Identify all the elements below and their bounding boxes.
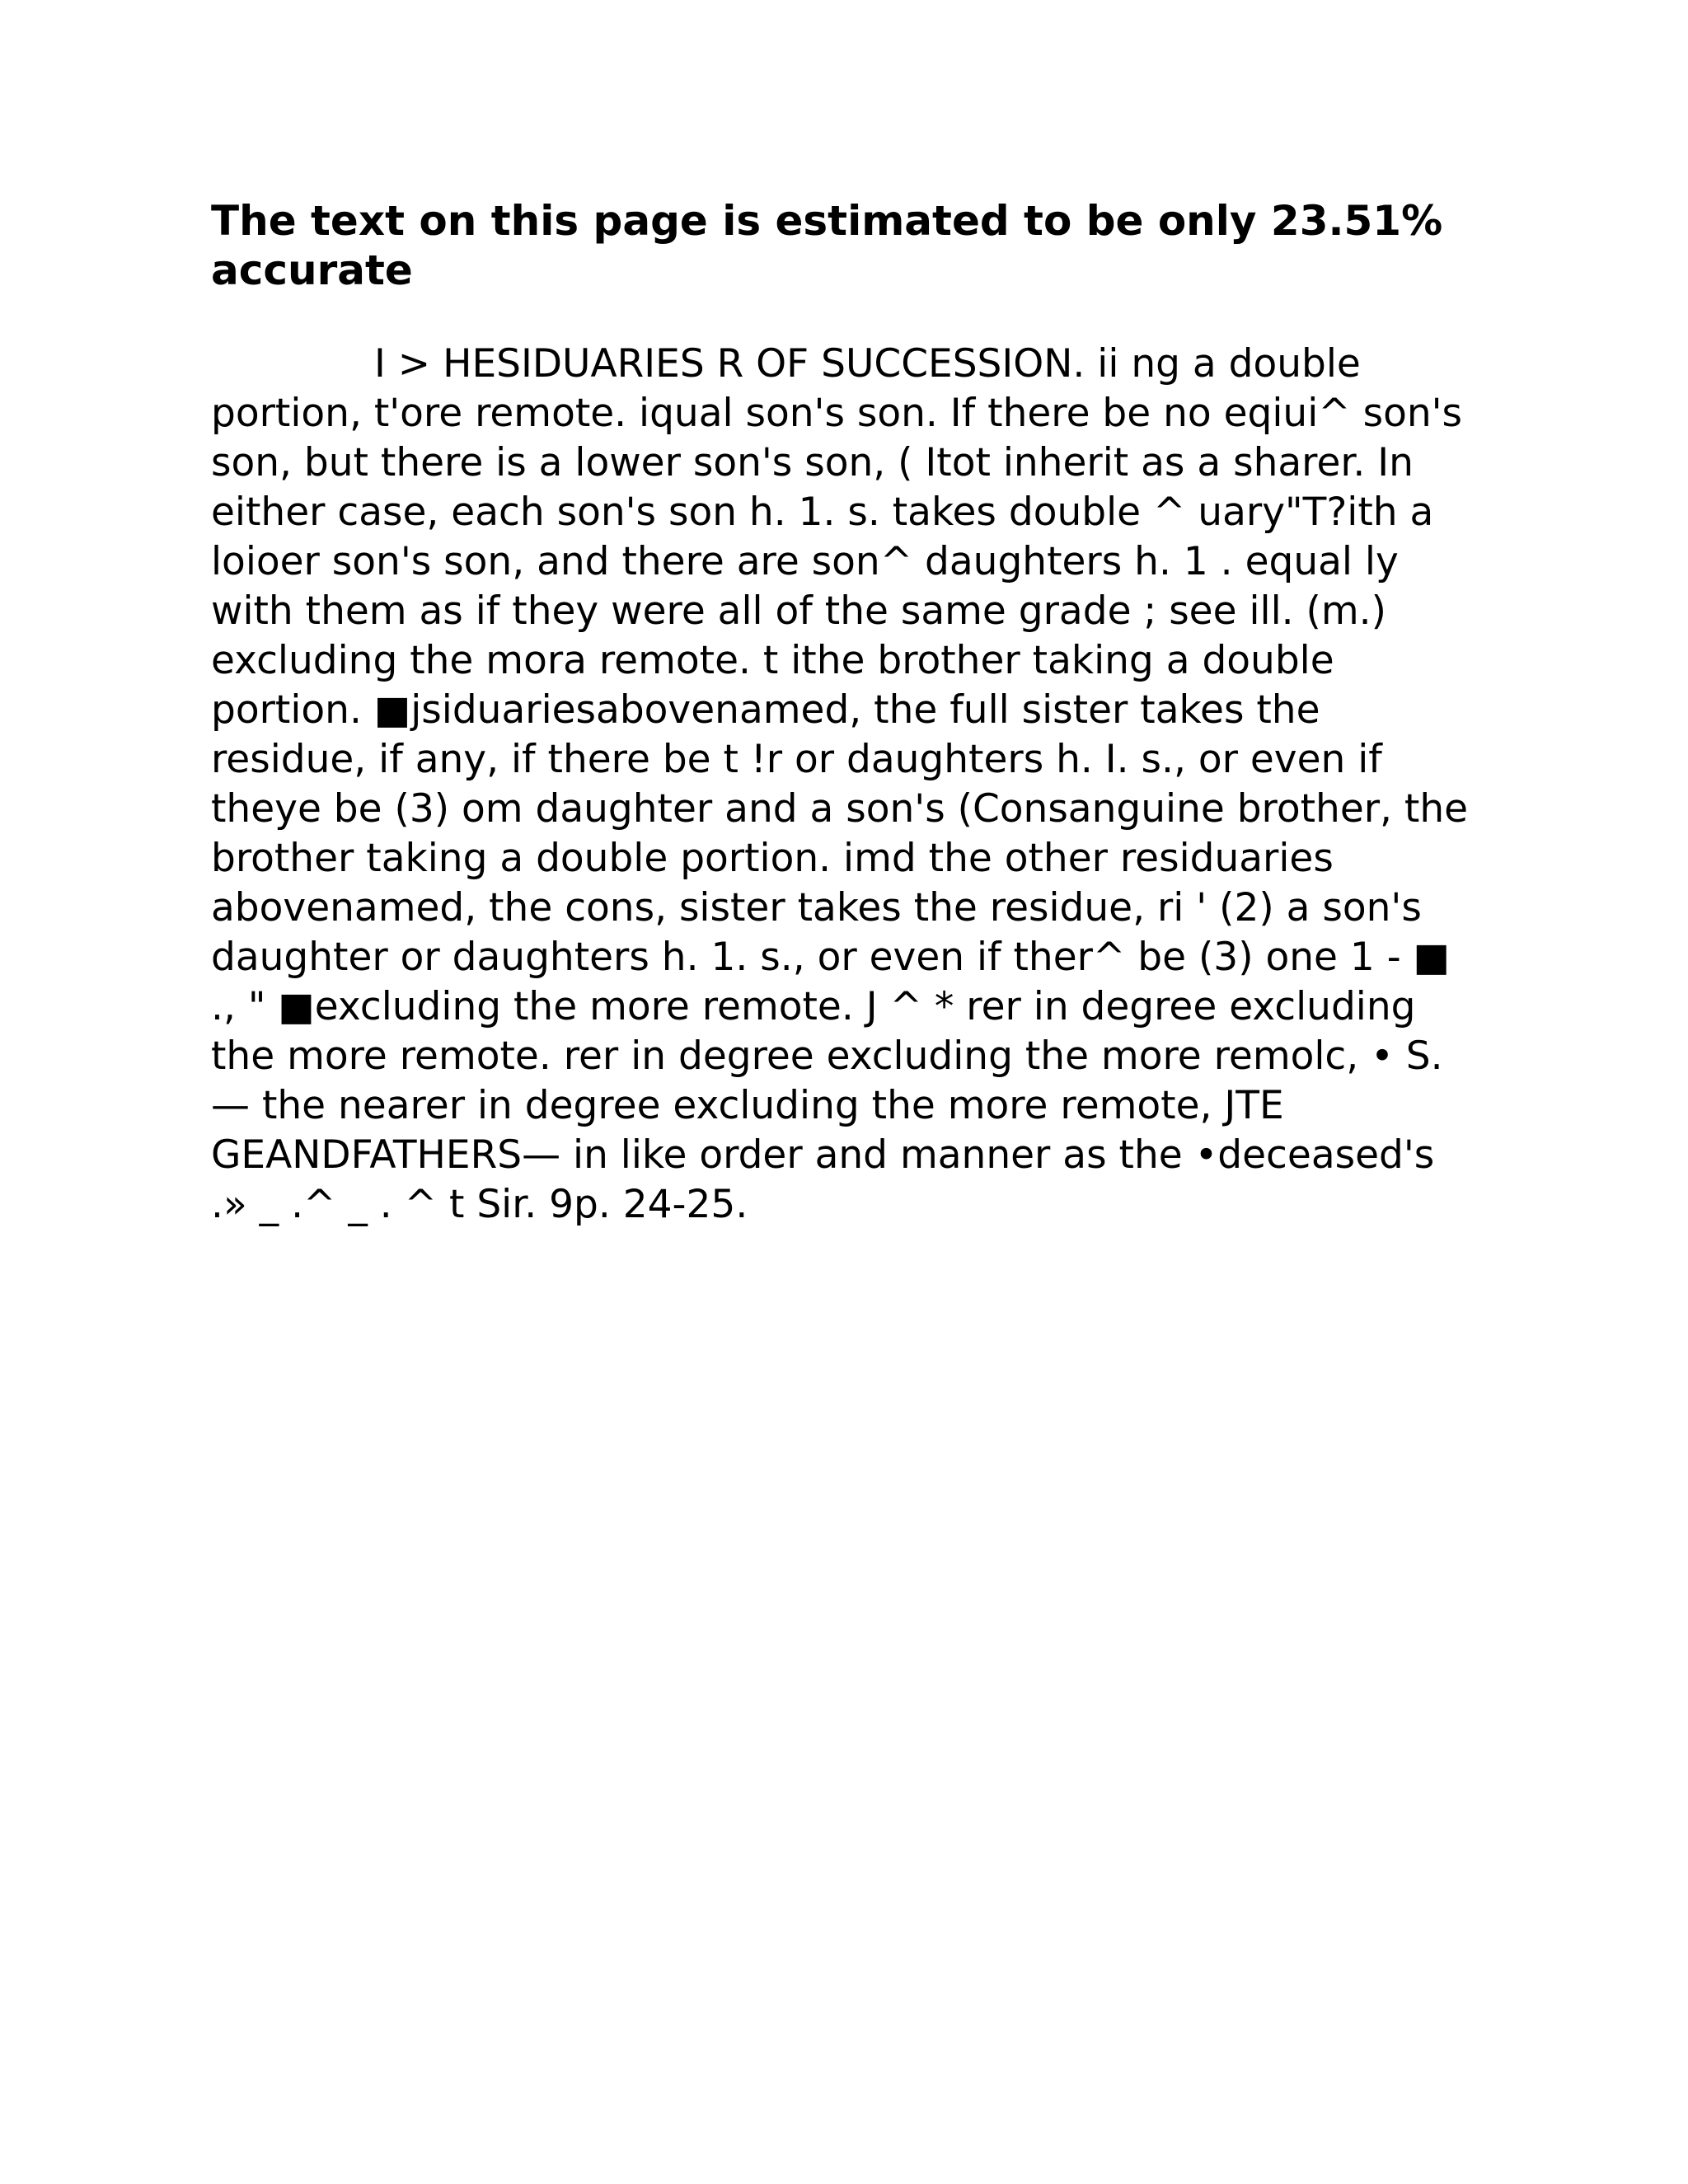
ocr-body-text: I > HESIDUARIES R OF SUCCESSION. ii ng a double portion, t'ore remote. iqual son's son. If there be no eqiui^ son's son, but there is a lower son's son, ( Itot inherit as a sharer. In either case, each son's son h. 1. s. takes double ^ uary"T?ith a loioer son's son, and there are son^ daughters h. 1 . equal ly with them as if they were all of the same grade ; see ill. (m.) excluding the mora remote. t ithe brother taking a double portion. ■jsiduariesabovenamed, the full sister takes the residue, if any, if there be t !r or daughters h. I. s., or even if theye be (3) om daughter and a son's (Consanguine brother, the brother taking a double portion. imd the other residuaries abovenamed, the cons, sister takes the residue, ri ' (2) a son's daughter or daughters h. 1. s., or even if ther^ be (3) one 1 - ■ ., " ■excluding the more remote. J ^ * rer in degree excluding the more remote. rer in degree excluding the more remolc, • S. — the nearer in degree excluding the more remote, JTE GEANDFATHERS— in like order and manner as the •deceased's .» _ .^ _ . ^ t Sir. 9p. 24-25. <box>211 341 1469 1227</box>
accuracy-heading: The text on this page is estimated to be only 23.51% accurate <box>211 197 1443 294</box>
